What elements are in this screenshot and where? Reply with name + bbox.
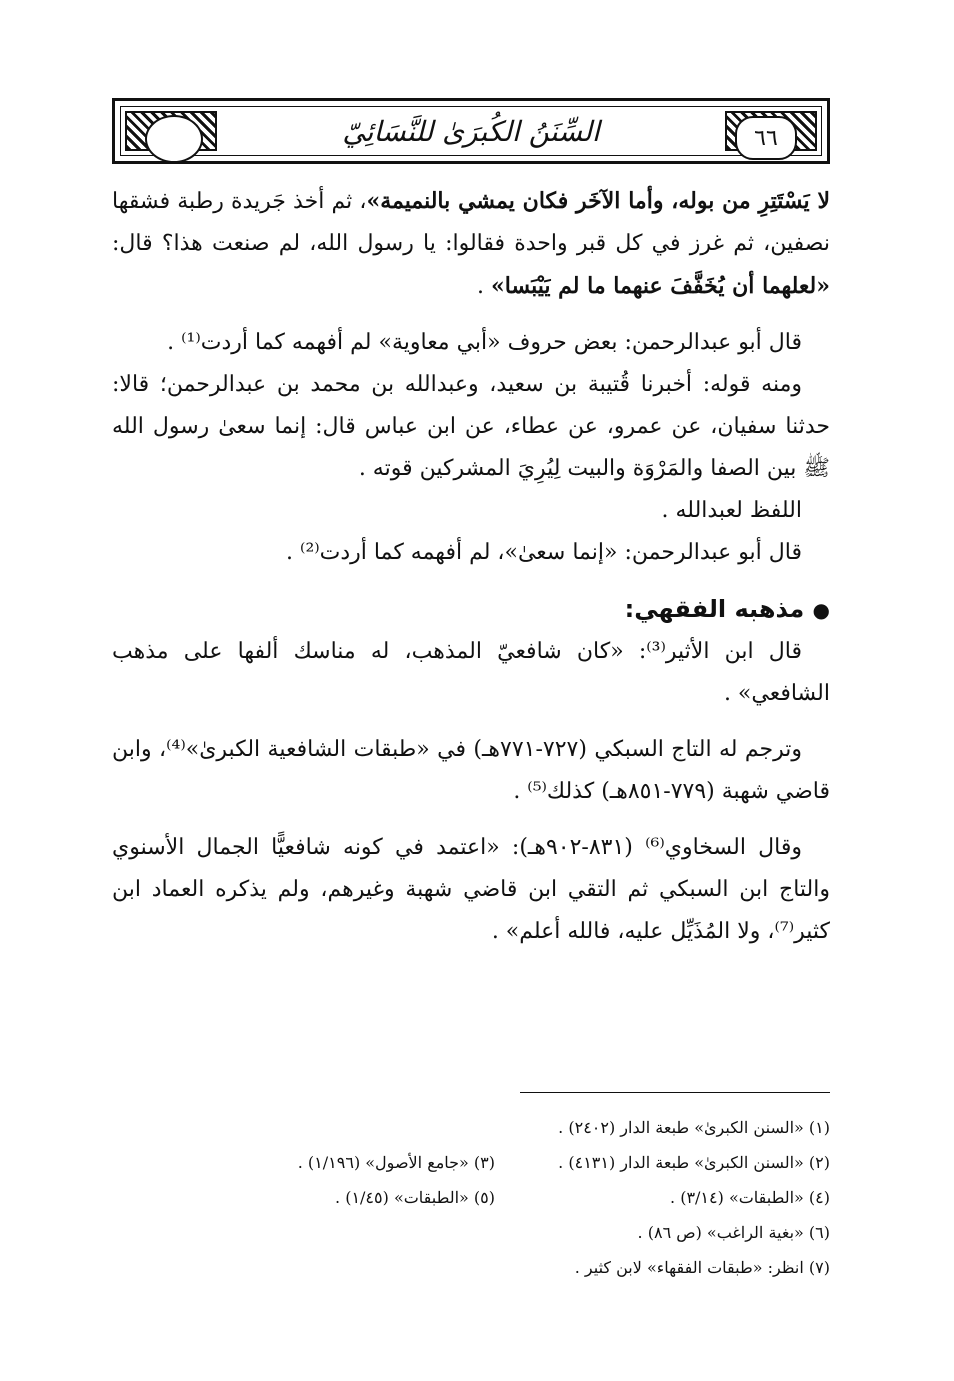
- paragraph-1-tail: .: [476, 274, 491, 299]
- ornament-left: [125, 111, 217, 151]
- footnote-divider: [520, 1092, 830, 1093]
- footnote-4: (٤) «الطبقات» (٣/١٤) .: [670, 1188, 830, 1207]
- main-text: [112, 180, 830, 953]
- footnote-row: [160, 1145, 830, 1180]
- paragraph-1-text: ، ثم أخذ جَريدة رطبة فشقها نصفين، ثم غرز في كل قبر واحدة فقالوا: يا رسول الله، لم صنعت هذا؟ قال:: [112, 189, 830, 256]
- book-title: السِّنَنُ الكُبرَىٰ للنَّسَائِيّ: [328, 115, 613, 148]
- header-frame: [120, 106, 822, 156]
- page-number: ٦٦: [735, 116, 797, 160]
- paragraph-7: وترجم له التاج السبكي (٧٢٧-٧٧١هـ) في «طبقات الشافعية الكبرىٰ»⁽⁴⁾، وابن قاضي شهبة (٧٧٩-٨٥١هـ) كذلك⁽⁵⁾ .: [112, 737, 830, 804]
- publisher-seal-icon: [145, 115, 203, 163]
- paragraph-6: قال ابن الأثير⁽³⁾: «كان شافعيّ المذهب، له مناسك ألفها على مذهب الشافعي» .: [112, 639, 830, 706]
- footnote-5: (٥) «الطبقات» (١/٤٥) .: [335, 1188, 495, 1207]
- footnote-row: [160, 1180, 830, 1215]
- hadith-text-bold: لا يَسْتَتِرِ من بوله، وأما الآخَر فكان يمشي بالنميمة»: [366, 188, 831, 214]
- ornament-right: [725, 111, 817, 151]
- paragraph-8: وقال السخاوي⁽⁶⁾ (٨٣١-٩٠٢هـ): «اعتمد في كونه شافعيًّا الجمال الأسنوي والتاج ابن السبكي ثم التقي ابن قاضي شهبة وغيرهم، ولم يذكره العماد ابن كثير⁽⁷⁾، ولا المُذَيِّل عليه، فالله أعلم» .: [112, 835, 830, 944]
- bullet-icon: ●: [812, 598, 830, 622]
- paragraph-1: [112, 180, 830, 308]
- paragraph-5: قال أبو عبدالرحمن: «إنما سعىٰ»، لم أفهمه كما أردت⁽²⁾ .: [286, 540, 802, 565]
- paragraph-2: قال أبو عبدالرحمن: بعض حروف «أبي معاوية» لم أفهمه كما أردت⁽¹⁾ .: [167, 330, 802, 355]
- footnote-1: (١) «السنن الكبرىٰ» طبعة الدار (٢٤٠٢) .: [558, 1118, 830, 1137]
- footnote-row: [160, 1215, 830, 1250]
- footnote-2: (٢) «السنن الكبرىٰ» طبعة الدار (٤١٣١) .: [558, 1153, 830, 1172]
- section-heading: [112, 588, 830, 631]
- footnote-row: [160, 1250, 830, 1285]
- footnote-7: (٧) انظر: «طبقات الفقهاء» لابن كثير .: [574, 1258, 830, 1277]
- footnotes: [160, 1110, 830, 1285]
- paragraph-4: اللفظ لعبدالله .: [661, 498, 802, 523]
- footnote-6: (٦) «بغية الراغب» (ص ٨٦) .: [637, 1223, 830, 1242]
- page-header: [112, 98, 830, 164]
- hadith-quote-bold: «لعلهما أن يُخَفَّفَ عنهما ما لم يَيْبَسا»: [490, 273, 830, 299]
- footnote-3: (٣) «جامع الأصول» (١/١٩٦) .: [297, 1153, 495, 1172]
- footnote-row: [160, 1110, 830, 1145]
- paragraph-3: ومنه قوله: أخبرنا قُتيبة بن سعيد، وعبدالله بن محمد بن عبدالرحمن؛ قالا: حدثنا سفيان، عن عمرو، عن عطاء، عن ابن عباس قال: إنما سعىٰ رسول الله ﷺ بين الصفا والمَرْوَة والبيت لِيُرِيَ المشركين قوته .: [112, 372, 830, 481]
- heading-text: مذهبه الفقهي:: [624, 595, 805, 623]
